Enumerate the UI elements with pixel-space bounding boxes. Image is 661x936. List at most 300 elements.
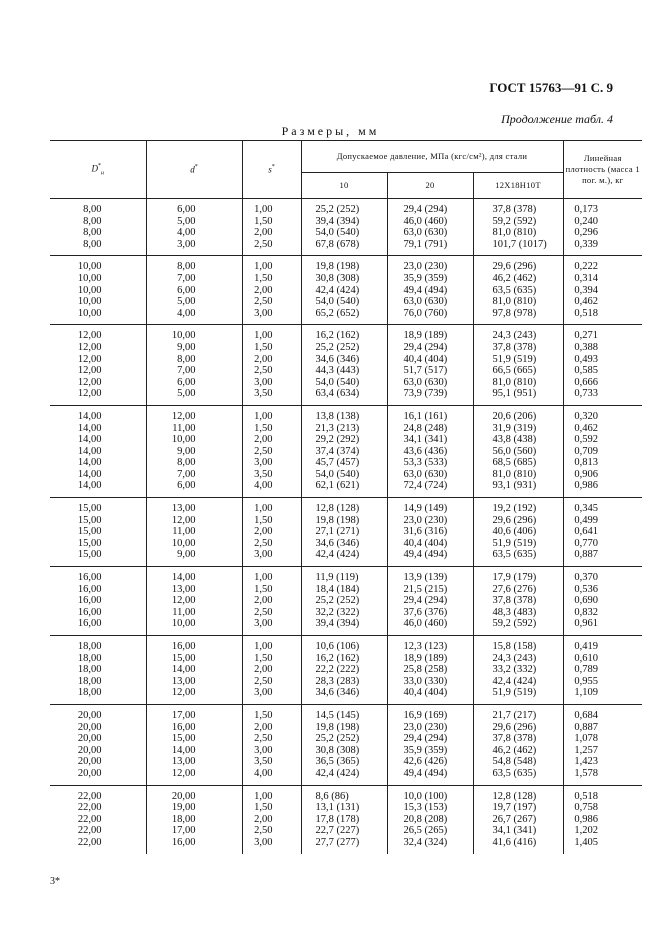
table-row <box>50 526 642 538</box>
cell-pressure-steel-12x18h10t: 51,9 (519) <box>473 538 563 550</box>
cell-pressure-steel-20: 49,4 (494) <box>387 285 473 297</box>
cell-pressure-steel-10: 34,6 (346) <box>301 354 387 366</box>
cell-outer-diameter: 14,00 <box>77 422 102 434</box>
cell-outer-diameter: 15,00 <box>77 514 102 526</box>
cell-pressure-steel-10: 54,0 (540) <box>301 377 387 389</box>
cell-inner-diameter: 12,00 <box>146 595 242 607</box>
cell-pressure-steel-10: 19,8 (198) <box>301 515 387 527</box>
cell-outer-diameter: 12,00 <box>77 388 102 400</box>
cell-inner-diameter: 12,00 <box>146 515 242 527</box>
cell-linear-density: 0,789 <box>563 664 642 676</box>
cell-pressure-steel-10: 28,3 (283) <box>301 676 387 688</box>
cell-wall-thickness: 1,00 <box>242 325 301 342</box>
cell-inner-diameter: 6,00 <box>146 199 242 216</box>
cell-pressure-steel-20: 51,7 (517) <box>387 365 473 377</box>
cell-inner-diameter: 14,00 <box>146 745 242 757</box>
cell-linear-density: 0,887 <box>563 722 642 734</box>
table-row <box>50 354 642 366</box>
table-row <box>50 216 642 228</box>
cell-pressure-steel-12x18h10t: 12,8 (128) <box>473 785 563 802</box>
table-row <box>50 296 642 308</box>
cell-pressure-steel-20: 29,4 (294) <box>387 199 473 216</box>
cell-outer-diameter: 14,00 <box>77 468 102 480</box>
pipe-dimensions-table <box>50 140 642 854</box>
cell-pressure-steel-10: 25,2 (252) <box>301 733 387 745</box>
header-inner-diameter: d* <box>146 141 242 199</box>
cell-outer-diameter: 12,00 <box>77 353 102 365</box>
cell-linear-density: 0,813 <box>563 457 642 469</box>
cell-outer-diameter: 15,00 <box>77 537 102 549</box>
table-row <box>50 664 642 676</box>
cell-inner-diameter: 6,00 <box>146 377 242 389</box>
header-pressure: Допускаемое давление, МПа (кгс/см²), для стали <box>301 141 563 173</box>
cell-outer-diameter: 18,00 <box>77 675 102 687</box>
table-row <box>50 814 642 826</box>
cell-outer-diameter: 14,00 <box>77 445 102 457</box>
cell-pressure-steel-20: 79,1 (791) <box>387 239 473 256</box>
cell-linear-density: 0,592 <box>563 434 642 446</box>
cell-wall-thickness: 1,50 <box>242 704 301 721</box>
cell-outer-diameter: 18,00 <box>77 652 102 664</box>
cell-wall-thickness: 3,50 <box>242 756 301 768</box>
cell-wall-thickness: 2,50 <box>242 296 301 308</box>
cell-pressure-steel-10: 25,2 (252) <box>301 342 387 354</box>
cell-wall-thickness: 1,00 <box>242 785 301 802</box>
cell-pressure-steel-10: 27,7 (277) <box>301 837 387 854</box>
cell-wall-thickness: 2,50 <box>242 607 301 619</box>
cell-inner-diameter: 7,00 <box>146 273 242 285</box>
cell-wall-thickness: 2,00 <box>242 664 301 676</box>
header-steel-12x18h10t: 12Х18Н10Т <box>473 173 563 199</box>
cell-pressure-steel-12x18h10t: 81,0 (810) <box>473 377 563 389</box>
cell-wall-thickness: 2,50 <box>242 538 301 550</box>
cell-inner-diameter: 15,00 <box>146 733 242 745</box>
cell-pressure-steel-20: 49,4 (494) <box>387 549 473 566</box>
cell-inner-diameter: 7,00 <box>146 469 242 481</box>
cell-pressure-steel-12x18h10t: 51,9 (519) <box>473 354 563 366</box>
table-row <box>50 273 642 285</box>
cell-pressure-steel-12x18h10t: 37,8 (378) <box>473 342 563 354</box>
cell-linear-density: 0,690 <box>563 595 642 607</box>
cell-wall-thickness: 2,50 <box>242 676 301 688</box>
cell-wall-thickness: 2,50 <box>242 446 301 458</box>
cell-pressure-steel-12x18h10t: 48,3 (483) <box>473 607 563 619</box>
table-row <box>50 825 642 837</box>
cell-linear-density: 0,986 <box>563 480 642 497</box>
cell-pressure-steel-12x18h10t: 31,9 (319) <box>473 423 563 435</box>
cell-outer-diameter: 12,00 <box>50 325 146 342</box>
cell-linear-density: 0,339 <box>563 239 642 256</box>
cell-inner-diameter: 11,00 <box>146 423 242 435</box>
cell-linear-density: 0,370 <box>563 567 642 584</box>
cell-inner-diameter: 10,00 <box>146 434 242 446</box>
cell-wall-thickness: 2,00 <box>242 285 301 297</box>
cell-pressure-steel-12x18h10t: 63,5 (635) <box>473 549 563 566</box>
cell-linear-density: 0,394 <box>563 285 642 297</box>
cell-pressure-steel-10: 12,8 (128) <box>301 498 387 515</box>
cell-pressure-steel-20: 40,4 (404) <box>387 538 473 550</box>
cell-pressure-steel-20: 24,8 (248) <box>387 423 473 435</box>
cell-linear-density: 0,314 <box>563 273 642 285</box>
table-row <box>50 515 642 527</box>
cell-outer-diameter: 14,00 <box>50 405 146 422</box>
cell-pressure-steel-12x18h10t: 21,7 (217) <box>473 704 563 721</box>
cell-wall-thickness: 1,50 <box>242 342 301 354</box>
cell-pressure-steel-12x18h10t: 24,3 (243) <box>473 325 563 342</box>
cell-linear-density: 0,271 <box>563 325 642 342</box>
table-row <box>50 480 642 497</box>
cell-pressure-steel-10: 42,4 (424) <box>301 549 387 566</box>
cell-pressure-steel-20: 31,6 (316) <box>387 526 473 538</box>
cell-wall-thickness: 3,00 <box>242 837 301 854</box>
cell-pressure-steel-12x18h10t: 15,8 (158) <box>473 636 563 653</box>
cell-wall-thickness: 1,00 <box>242 567 301 584</box>
cell-pressure-steel-20: 16,1 (161) <box>387 405 473 422</box>
cell-linear-density: 0,419 <box>563 636 642 653</box>
cell-linear-density: 0,961 <box>563 618 642 635</box>
cell-inner-diameter: 10,00 <box>146 538 242 550</box>
cell-pressure-steel-12x18h10t: 81,0 (810) <box>473 227 563 239</box>
cell-pressure-steel-20: 35,9 (359) <box>387 273 473 285</box>
cell-pressure-steel-10: 22,7 (227) <box>301 825 387 837</box>
cell-pressure-steel-20: 32,4 (324) <box>387 837 473 854</box>
cell-inner-diameter: 11,00 <box>146 526 242 538</box>
cell-pressure-steel-12x18h10t: 42,4 (424) <box>473 676 563 688</box>
cell-outer-diameter: 20,00 <box>50 704 146 721</box>
cell-linear-density: 0,462 <box>563 423 642 435</box>
cell-inner-diameter: 5,00 <box>146 388 242 405</box>
cell-pressure-steel-10: 30,8 (308) <box>301 273 387 285</box>
table-row <box>50 607 642 619</box>
cell-pressure-steel-12x18h10t: 19,2 (192) <box>473 498 563 515</box>
cell-pressure-steel-10: 18,4 (184) <box>301 584 387 596</box>
cell-pressure-steel-12x18h10t: 19,7 (197) <box>473 802 563 814</box>
cell-outer-diameter: 20,00 <box>77 767 102 779</box>
table-row <box>50 636 642 653</box>
cell-pressure-steel-20: 37,6 (376) <box>387 607 473 619</box>
cell-outer-diameter: 12,00 <box>77 341 102 353</box>
cell-inner-diameter: 12,00 <box>146 687 242 704</box>
table-body <box>50 199 642 854</box>
table-row <box>50 802 642 814</box>
cell-linear-density: 1,405 <box>563 837 642 854</box>
cell-wall-thickness: 2,50 <box>242 733 301 745</box>
cell-wall-thickness: 1,50 <box>242 802 301 814</box>
cell-pressure-steel-12x18h10t: 56,0 (560) <box>473 446 563 458</box>
cell-inner-diameter: 8,00 <box>146 256 242 273</box>
cell-pressure-steel-12x18h10t: 51,9 (519) <box>473 687 563 704</box>
table-continuation-note: Продолжение табл. 4 <box>501 112 613 126</box>
cell-linear-density: 0,666 <box>563 377 642 389</box>
cell-wall-thickness: 2,50 <box>242 239 301 256</box>
table-row <box>50 756 642 768</box>
cell-inner-diameter: 11,00 <box>146 607 242 619</box>
cell-pressure-steel-10: 13,8 (138) <box>301 405 387 422</box>
cell-wall-thickness: 2,00 <box>242 354 301 366</box>
cell-linear-density: 0,986 <box>563 814 642 826</box>
cell-inner-diameter: 16,00 <box>146 636 242 653</box>
cell-pressure-steel-20: 72,4 (724) <box>387 480 473 497</box>
cell-wall-thickness: 3,00 <box>242 618 301 635</box>
cell-outer-diameter: 10,00 <box>77 272 102 284</box>
cell-pressure-steel-20: 25,8 (258) <box>387 664 473 676</box>
cell-wall-thickness: 1,50 <box>242 216 301 228</box>
cell-pressure-steel-10: 42,4 (424) <box>301 768 387 785</box>
cell-pressure-steel-12x18h10t: 20,6 (206) <box>473 405 563 422</box>
cell-pressure-steel-10: 62,1 (621) <box>301 480 387 497</box>
cell-linear-density: 0,296 <box>563 227 642 239</box>
cell-wall-thickness: 1,00 <box>242 405 301 422</box>
cell-outer-diameter: 22,00 <box>50 785 146 802</box>
cell-pressure-steel-12x18h10t: 46,2 (462) <box>473 273 563 285</box>
table-row <box>50 405 642 422</box>
cell-pressure-steel-20: 35,9 (359) <box>387 745 473 757</box>
cell-pressure-steel-20: 15,3 (153) <box>387 802 473 814</box>
table-row <box>50 498 642 515</box>
cell-pressure-steel-20: 40,4 (404) <box>387 687 473 704</box>
cell-pressure-steel-20: 16,9 (169) <box>387 704 473 721</box>
cell-linear-density: 1,078 <box>563 733 642 745</box>
table-row <box>50 342 642 354</box>
cell-wall-thickness: 4,00 <box>242 480 301 497</box>
cell-inner-diameter: 16,00 <box>146 722 242 734</box>
document-title: ГОСТ 15763—91 С. 9 <box>489 80 613 95</box>
cell-pressure-steel-12x18h10t: 37,8 (378) <box>473 595 563 607</box>
cell-outer-diameter: 14,00 <box>77 457 102 469</box>
cell-wall-thickness: 2,00 <box>242 526 301 538</box>
cell-outer-diameter: 15,00 <box>77 549 102 561</box>
cell-wall-thickness: 2,50 <box>242 825 301 837</box>
cell-pressure-steel-10: 44,3 (443) <box>301 365 387 377</box>
cell-pressure-steel-12x18h10t: 34,1 (341) <box>473 825 563 837</box>
cell-wall-thickness: 3,00 <box>242 687 301 704</box>
cell-linear-density: 1,257 <box>563 745 642 757</box>
cell-pressure-steel-10: 67,8 (678) <box>301 239 387 256</box>
cell-pressure-steel-12x18h10t: 37,8 (378) <box>473 733 563 745</box>
cell-pressure-steel-12x18h10t: 46,2 (462) <box>473 745 563 757</box>
cell-pressure-steel-10: 22,2 (222) <box>301 664 387 676</box>
inner-diameter-symbol: d <box>190 164 195 175</box>
cell-inner-diameter: 10,00 <box>146 325 242 342</box>
cell-pressure-steel-20: 46,0 (460) <box>387 618 473 635</box>
table-row <box>50 434 642 446</box>
cell-wall-thickness: 2,50 <box>242 365 301 377</box>
cell-pressure-steel-10: 25,2 (252) <box>301 199 387 216</box>
cell-linear-density: 0,345 <box>563 498 642 515</box>
cell-pressure-steel-12x18h10t: 26,7 (267) <box>473 814 563 826</box>
table-row <box>50 837 642 854</box>
cell-pressure-steel-10: 17,8 (178) <box>301 814 387 826</box>
cell-pressure-steel-20: 63,0 (630) <box>387 296 473 308</box>
table-row <box>50 722 642 734</box>
cell-wall-thickness: 3,00 <box>242 308 301 325</box>
cell-pressure-steel-20: 40,4 (404) <box>387 354 473 366</box>
cell-linear-density: 0,388 <box>563 342 642 354</box>
cell-pressure-steel-12x18h10t: 40,6 (406) <box>473 526 563 538</box>
cell-pressure-steel-20: 76,0 (760) <box>387 308 473 325</box>
cell-inner-diameter: 7,00 <box>146 365 242 377</box>
cell-outer-diameter: 10,00 <box>77 307 102 319</box>
table-row <box>50 549 642 566</box>
cell-inner-diameter: 12,00 <box>146 768 242 785</box>
cell-pressure-steel-10: 65,2 (652) <box>301 308 387 325</box>
cell-inner-diameter: 12,00 <box>146 405 242 422</box>
cell-pressure-steel-10: 13,1 (131) <box>301 802 387 814</box>
cell-pressure-steel-10: 42,4 (424) <box>301 285 387 297</box>
cell-pressure-steel-10: 11,9 (119) <box>301 567 387 584</box>
cell-linear-density: 0,709 <box>563 446 642 458</box>
cell-inner-diameter: 17,00 <box>146 704 242 721</box>
cell-pressure-steel-20: 46,0 (460) <box>387 216 473 228</box>
table-row <box>50 768 642 785</box>
cell-wall-thickness: 3,00 <box>242 549 301 566</box>
cell-pressure-steel-20: 20,8 (208) <box>387 814 473 826</box>
cell-pressure-steel-10: 21,3 (213) <box>301 423 387 435</box>
cell-outer-diameter: 16,00 <box>77 618 102 630</box>
cell-linear-density: 0,493 <box>563 354 642 366</box>
cell-outer-diameter: 16,00 <box>77 606 102 618</box>
cell-outer-diameter: 20,00 <box>77 744 102 756</box>
table-row <box>50 745 642 757</box>
cell-linear-density: 0,887 <box>563 549 642 566</box>
cell-pressure-steel-20: 23,0 (230) <box>387 256 473 273</box>
cell-linear-density: 0,518 <box>563 308 642 325</box>
cell-inner-diameter: 16,00 <box>146 837 242 854</box>
table-row <box>50 653 642 665</box>
cell-outer-diameter: 22,00 <box>77 836 102 848</box>
cell-pressure-steel-20: 10,0 (100) <box>387 785 473 802</box>
cell-inner-diameter: 13,00 <box>146 498 242 515</box>
cell-outer-diameter: 16,00 <box>77 595 102 607</box>
cell-linear-density: 0,462 <box>563 296 642 308</box>
cell-linear-density: 0,222 <box>563 256 642 273</box>
cell-wall-thickness: 1,50 <box>242 584 301 596</box>
header-linear-density: Линейная плотность (масса 1 пог. м.), кг <box>563 141 642 199</box>
cell-pressure-steel-10: 25,2 (252) <box>301 595 387 607</box>
cell-pressure-steel-10: 30,8 (308) <box>301 745 387 757</box>
header-steel-10: 10 <box>301 173 387 199</box>
cell-pressure-steel-20: 14,9 (149) <box>387 498 473 515</box>
table-row <box>50 567 642 584</box>
cell-inner-diameter: 13,00 <box>146 676 242 688</box>
cell-outer-diameter: 20,00 <box>77 756 102 768</box>
cell-inner-diameter: 8,00 <box>146 354 242 366</box>
cell-pressure-steel-20: 21,5 (215) <box>387 584 473 596</box>
cell-pressure-steel-12x18h10t: 59,2 (592) <box>473 216 563 228</box>
cell-outer-diameter: 16,00 <box>77 583 102 595</box>
cell-inner-diameter: 14,00 <box>146 567 242 584</box>
cell-wall-thickness: 1,50 <box>242 273 301 285</box>
table-row <box>50 733 642 745</box>
cell-pressure-steel-10: 37,4 (374) <box>301 446 387 458</box>
cell-inner-diameter: 9,00 <box>146 549 242 566</box>
cell-linear-density: 0,518 <box>563 785 642 802</box>
cell-outer-diameter: 15,00 <box>77 526 102 538</box>
outer-diameter-symbol: D <box>91 163 98 174</box>
cell-inner-diameter: 10,00 <box>146 618 242 635</box>
cell-pressure-steel-10: 45,7 (457) <box>301 457 387 469</box>
wall-thickness-symbol: s <box>268 164 272 175</box>
cell-pressure-steel-20: 18,9 (189) <box>387 653 473 665</box>
cell-linear-density: 0,499 <box>563 515 642 527</box>
cell-pressure-steel-12x18h10t: 101,7 (1017) <box>473 239 563 256</box>
table-row <box>50 704 642 721</box>
cell-pressure-steel-10: 27,1 (271) <box>301 526 387 538</box>
cell-pressure-steel-20: 12,3 (123) <box>387 636 473 653</box>
cell-pressure-steel-10: 19,8 (198) <box>301 256 387 273</box>
cell-inner-diameter: 17,00 <box>146 825 242 837</box>
cell-pressure-steel-12x18h10t: 41,6 (416) <box>473 837 563 854</box>
cell-inner-diameter: 5,00 <box>146 216 242 228</box>
cell-inner-diameter: 9,00 <box>146 446 242 458</box>
cell-outer-diameter: 14,00 <box>77 434 102 446</box>
cell-pressure-steel-20: 63,0 (630) <box>387 227 473 239</box>
cell-pressure-steel-20: 49,4 (494) <box>387 768 473 785</box>
cell-pressure-steel-20: 23,0 (230) <box>387 515 473 527</box>
table-row <box>50 377 642 389</box>
cell-linear-density: 0,610 <box>563 653 642 665</box>
cell-linear-density: 0,684 <box>563 704 642 721</box>
table-row <box>50 423 642 435</box>
cell-linear-density: 0,641 <box>563 526 642 538</box>
cell-pressure-steel-12x18h10t: 43,8 (438) <box>473 434 563 446</box>
cell-wall-thickness: 2,00 <box>242 595 301 607</box>
cell-inner-diameter: 6,00 <box>146 285 242 297</box>
cell-linear-density: 1,202 <box>563 825 642 837</box>
table-row <box>50 469 642 481</box>
table-row <box>50 595 642 607</box>
cell-inner-diameter: 18,00 <box>146 814 242 826</box>
cell-pressure-steel-12x18h10t: 95,1 (951) <box>473 388 563 405</box>
cell-linear-density: 1,578 <box>563 768 642 785</box>
cell-wall-thickness: 2,00 <box>242 814 301 826</box>
cell-outer-diameter: 22,00 <box>77 813 102 825</box>
cell-linear-density: 1,109 <box>563 687 642 704</box>
cell-outer-diameter: 8,00 <box>83 227 102 239</box>
cell-wall-thickness: 3,00 <box>242 377 301 389</box>
cell-pressure-steel-20: 26,5 (265) <box>387 825 473 837</box>
sizes-label: Размеры, мм <box>281 124 380 138</box>
cell-wall-thickness: 3,00 <box>242 745 301 757</box>
cell-pressure-steel-10: 34,6 (346) <box>301 538 387 550</box>
cell-outer-diameter: 8,00 <box>83 238 102 250</box>
cell-linear-density: 0,832 <box>563 607 642 619</box>
cell-pressure-steel-20: 29,4 (294) <box>387 342 473 354</box>
cell-pressure-steel-20: 13,9 (139) <box>387 567 473 584</box>
cell-outer-diameter: 8,00 <box>83 215 102 227</box>
cell-inner-diameter: 9,00 <box>146 342 242 354</box>
cell-pressure-steel-12x18h10t: 93,1 (931) <box>473 480 563 497</box>
outer-diameter-subscript: н <box>101 170 104 177</box>
cell-pressure-steel-12x18h10t: 59,2 (592) <box>473 618 563 635</box>
cell-pressure-steel-20: 42,6 (426) <box>387 756 473 768</box>
cell-wall-thickness: 1,00 <box>242 498 301 515</box>
cell-outer-diameter: 8,00 <box>50 199 146 216</box>
cell-wall-thickness: 1,50 <box>242 515 301 527</box>
cell-pressure-steel-20: 53,3 (533) <box>387 457 473 469</box>
cell-pressure-steel-20: 34,1 (341) <box>387 434 473 446</box>
cell-pressure-steel-10: 54,0 (540) <box>301 296 387 308</box>
cell-outer-diameter: 22,00 <box>77 825 102 837</box>
cell-linear-density: 0,906 <box>563 469 642 481</box>
table-row <box>50 584 642 596</box>
cell-pressure-steel-12x18h10t: 66,5 (665) <box>473 365 563 377</box>
cell-inner-diameter: 14,00 <box>146 664 242 676</box>
cell-outer-diameter: 20,00 <box>77 721 102 733</box>
cell-inner-diameter: 3,00 <box>146 239 242 256</box>
table-row <box>50 457 642 469</box>
cell-outer-diameter: 18,00 <box>77 687 102 699</box>
